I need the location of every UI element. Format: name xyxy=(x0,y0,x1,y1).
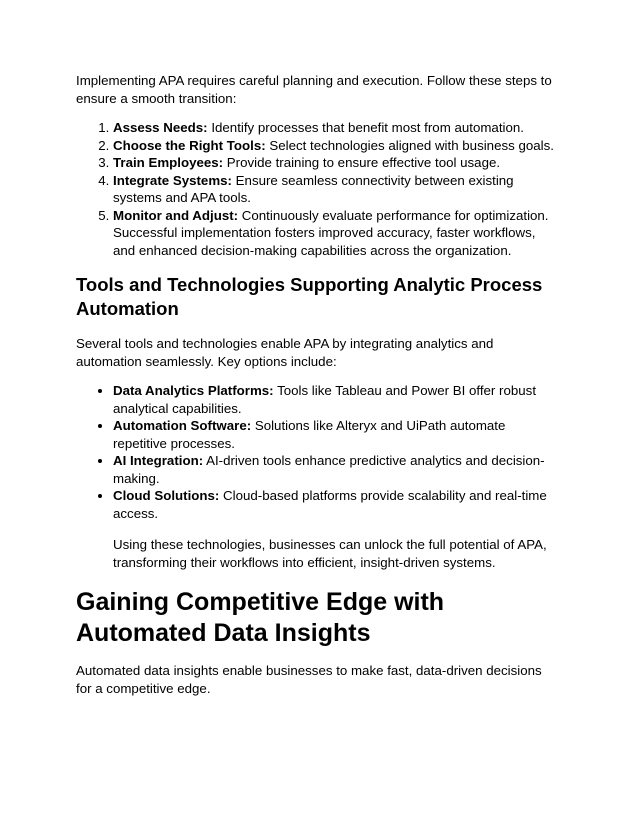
list-item xyxy=(113,452,556,487)
list-item xyxy=(113,382,556,417)
step-label: Assess Needs: xyxy=(113,120,208,135)
implementation-steps-list xyxy=(76,119,556,259)
step-text: Provide training to ensure effective tool usage. xyxy=(223,155,501,170)
tools-closing-paragraph: Using these technologies, businesses can unlock the full potential of APA, transforming their workflows into efficient, insight-driven systems. xyxy=(113,537,547,570)
tool-text: Cloud-based platforms provide scalability and real-time access. xyxy=(113,488,547,521)
step-label: Train Employees: xyxy=(113,155,224,170)
step-label: Choose the Right Tools: xyxy=(113,137,266,153)
tool-label: Automation Software: xyxy=(113,418,252,433)
step-text: Ensure seamless connectivity between existing systems and APA tools. xyxy=(113,172,514,205)
tool-text: Tools like Tableau and Power BI offer robust analytical capabilities. xyxy=(113,383,537,416)
list-item xyxy=(113,154,556,172)
tool-text: AI-driven tools enhance predictive analytics and decision-making. xyxy=(113,453,545,486)
tools-section-heading: Tools and Technologies Supporting Analytic Process Automation xyxy=(76,274,543,319)
tool-label: AI Integration: xyxy=(113,453,204,468)
intro-paragraph: Implementing APA requires careful planning and execution. Follow these steps to ensure a smooth transition: xyxy=(76,73,552,106)
list-item xyxy=(113,119,556,137)
step-text: Continuously evaluate performance for optimization. Successful implementation fosters improved accuracy, faster workflows, and enhanced decision-making capabilities across the organization. xyxy=(113,207,549,258)
tool-text: Solutions like Alteryx and UiPath automate repetitive processes. xyxy=(113,418,506,451)
list-item xyxy=(113,487,556,522)
list-item xyxy=(113,137,556,155)
tool-label: Cloud Solutions: xyxy=(113,488,220,503)
step-text: Identify processes that benefit most from automation. xyxy=(207,120,524,135)
tool-label: Data Analytics Platforms: xyxy=(113,383,274,398)
list-item xyxy=(113,417,556,452)
step-label: Monitor and Adjust: xyxy=(113,207,239,223)
list-item xyxy=(113,172,556,207)
step-text: Select technologies aligned with business goals. xyxy=(265,137,554,153)
step-label: Integrate Systems: xyxy=(113,172,232,188)
document-page xyxy=(76,72,556,697)
tools-intro-paragraph: Several tools and technologies enable APA by integrating analytics and automation seamlessly. Key options include: xyxy=(76,336,494,369)
tools-list xyxy=(76,382,556,522)
list-item xyxy=(113,207,556,260)
edge-intro-paragraph: Automated data insights enable businesses to make fast, data-driven decisions for a competitive edge. xyxy=(76,663,542,696)
edge-section-heading: Gaining Competitive Edge with Automated Data Insights xyxy=(76,588,445,647)
